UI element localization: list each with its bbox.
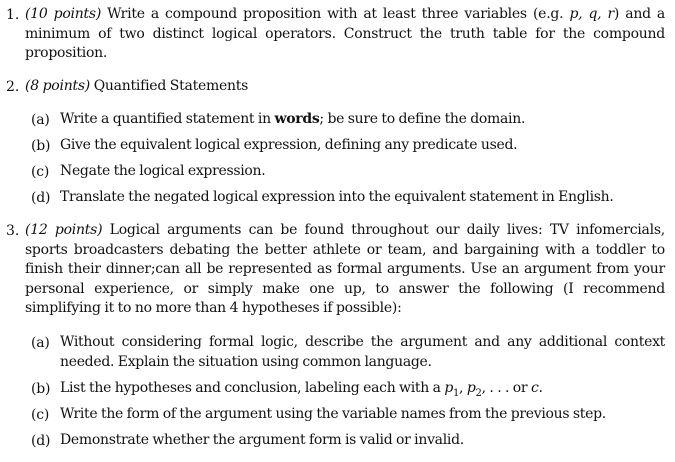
problem-body: Write a compound proposition with at least three variables (e.g. — [107, 6, 570, 22]
part-text: Give the equivalent logical expression, defining any predicate used. — [60, 137, 518, 153]
problem-text — [25, 221, 665, 319]
ellipsis-or: , . . . or — [481, 380, 531, 396]
problem-text — [25, 5, 665, 64]
part-text: Write the form of the argument using the variable names from the previous step. — [60, 406, 606, 422]
p1-var: p — [444, 380, 453, 396]
p2-subscript: 2 — [475, 387, 482, 399]
problem-points: (8 points) — [25, 78, 90, 94]
period: . — [538, 380, 543, 396]
problem-number: 3. — [6, 223, 20, 239]
problem-points: (12 points) — [25, 222, 103, 238]
problem-number: 2. — [6, 79, 20, 95]
problem-body: Quantified Statements — [93, 78, 249, 94]
part-label: (a) — [31, 112, 50, 128]
problem-body-continued: ) and a minimum of two distinct logical operators. Construct the truth table for the compound proposition. — [25, 6, 666, 61]
part-label: (b) — [31, 138, 51, 154]
c-var: c — [530, 380, 539, 396]
part-label: (a) — [31, 335, 50, 351]
part-text-pre: List the hypotheses and conclusion, labeling each with a — [60, 380, 445, 396]
part-text: Demonstrate whether the argument form is valid or invalid. — [60, 432, 464, 448]
part-text: Translate the negated logical expression into the equivalent statement in English. — [60, 189, 614, 205]
part-text: Without considering formal logic, describe the argument and any additional context needed. Explain the situation using common language. — [60, 334, 665, 370]
p1-subscript: 1 — [452, 387, 460, 399]
part-text: Negate the logical expression. — [60, 163, 266, 179]
comma: , — [459, 380, 467, 396]
part-label: (d) — [31, 433, 51, 449]
part-text-bold: words — [274, 111, 320, 127]
variables: p, q, r — [569, 6, 614, 22]
part-text — [60, 110, 665, 130]
p2-var: p — [466, 380, 476, 396]
part-text — [60, 379, 665, 399]
part-label: (c) — [31, 407, 50, 423]
problem-number: 1. — [6, 7, 20, 23]
problem-text — [25, 77, 665, 97]
part-label: (c) — [31, 164, 50, 180]
part-text-pre: Write a quantified statement in — [60, 111, 275, 127]
part-text-post: ; be sure to define the domain. — [319, 111, 526, 127]
part-label: (d) — [31, 190, 51, 206]
part-label: (b) — [31, 381, 51, 397]
problem-body: Logical arguments can be found throughout our daily lives: TV infomercials, sports broadcasters debating the better athlete or team, and bargaining with a toddler to finish their dinner;can all be represented as formal arguments. Use an argument from your personal experience, or simply make one up, to answer the following (I recommend simplifying it to no more than 4 hypotheses if possible): — [25, 222, 665, 316]
problem-points: (10 points) — [25, 6, 102, 22]
